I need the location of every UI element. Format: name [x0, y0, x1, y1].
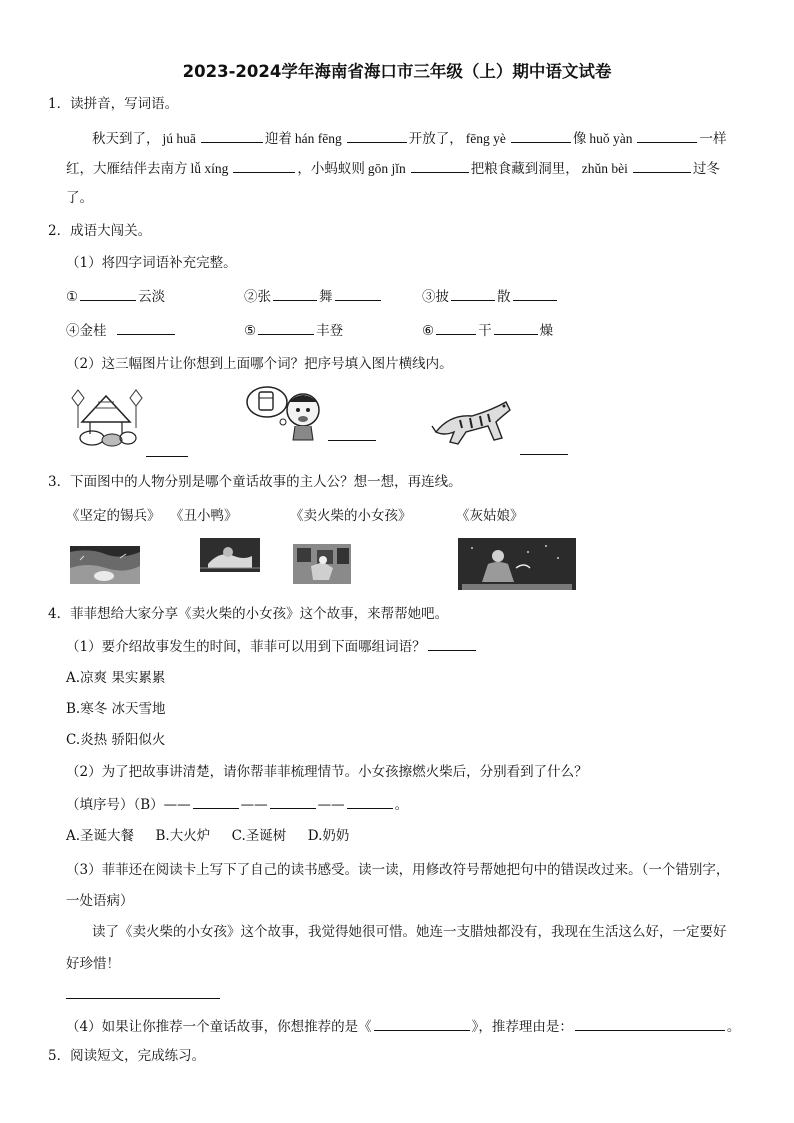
answer-blank[interactable]: [451, 286, 495, 301]
q2-heading: 2．成语大闯关。: [48, 223, 152, 239]
q1-pinyin-hanfeng: hán fēng: [294, 131, 342, 146]
q2-item-4: [66, 320, 177, 341]
fill-end: 。: [394, 797, 409, 813]
reading-note-line1: 读了《卖火柴的小女孩》这个故事，我觉得她很可惜。她连一支腊烛都没有，我现在生活这么好，一定要好: [92, 924, 727, 940]
q1-line1-text2: 迎着: [264, 131, 292, 147]
q1-line1-text4: 像: [572, 131, 587, 147]
q1-pinyin-zhunbei: zhǔn bèi: [581, 161, 628, 176]
q1-pinyin-ganjin: gōn jǐn: [367, 161, 406, 176]
q1-line1-text5: 一样: [699, 131, 727, 147]
item-text: 燥: [539, 323, 554, 339]
story-title-2: 《丑小鸭》: [170, 508, 238, 524]
q2-item-5: [244, 320, 343, 341]
answer-blank[interactable]: [637, 128, 697, 143]
option-a: A.凉爽 果实累累: [66, 670, 166, 686]
story-title-3: 《卖火柴的小女孩》: [290, 508, 412, 524]
q3-heading: 3．下面图中的人物分别是哪个童话故事的主人公？想一想，再连线。: [48, 474, 462, 490]
q4-sub4-text3: 。: [726, 1019, 741, 1035]
answer-blank[interactable]: [258, 320, 314, 335]
answer-blank[interactable]: [347, 794, 393, 809]
picture3-answer-line[interactable]: [520, 454, 568, 455]
recommend-reason-blank[interactable]: [575, 1016, 725, 1031]
page-title: 2023-2024学年海南省海口市三年级（上）期中语文试卷: [182, 62, 612, 81]
item-text: 干: [478, 323, 492, 339]
picture1-answer-line[interactable]: [146, 456, 188, 457]
answer-blank[interactable]: [233, 158, 295, 173]
answer-blank[interactable]: [193, 794, 239, 809]
answer-blank[interactable]: [436, 320, 476, 335]
answer-blank[interactable]: [511, 128, 571, 143]
q2-item-1: [66, 286, 165, 307]
q2-sub2: （2）这三幅图片让你想到上面哪个词？把序号填入图片横线内。: [66, 356, 453, 372]
item-text: 丰登: [316, 323, 344, 339]
q2-item-2: [244, 286, 383, 307]
answer-blank[interactable]: [494, 320, 538, 335]
q4-plot-order: [66, 794, 408, 815]
q4-sub3-line1: （3）菲菲还在阅读卡上写下了自己的读书感受。读一读，用修改符号帮她把句中的错误改过来。（一个错别字，: [66, 862, 730, 878]
q1-line2-text1: 红，大雁结伴去南方: [66, 161, 188, 177]
q1-line3: 了。: [66, 190, 93, 206]
q1-line2-text4: 过冬: [692, 161, 720, 177]
answer-blank[interactable]: [270, 794, 316, 809]
q4-sub4: [66, 1016, 740, 1037]
answer-blank[interactable]: [411, 158, 469, 173]
item-text: 舞: [319, 289, 333, 305]
q1-line2-text3: 把粮食藏到洞里，: [470, 161, 579, 177]
cinderella-image: [458, 538, 576, 590]
tiger-illustration: [430, 392, 514, 448]
q1-pinyin-lvxing: lǚ xíng: [190, 161, 229, 176]
correction-answer-line[interactable]: [66, 998, 220, 999]
ugly-duckling-image: [200, 538, 260, 572]
answer-blank[interactable]: [428, 636, 476, 651]
q4-sub1: [66, 636, 478, 657]
item-number: ①: [66, 289, 79, 305]
story-title-1: 《坚定的锡兵》: [66, 508, 161, 524]
q2-sub1: （1）将四字词语补充完整。: [66, 255, 237, 271]
item-number: ④金桂: [66, 323, 107, 339]
tin-soldier-image: [70, 546, 140, 584]
answer-blank[interactable]: [201, 128, 263, 143]
q5-heading: 5．阅读短文，完成练习。: [48, 1048, 206, 1064]
q4-heading: 4．菲菲想给大家分享《卖火柴的小女孩》这个故事，来帮帮她吧。: [48, 606, 449, 622]
q4-sub1-text: （1）要介绍故事发生的时间，菲菲可以用到下面哪组词语？: [66, 639, 426, 655]
answer-blank[interactable]: [273, 286, 317, 301]
q2-item-6: [422, 320, 553, 341]
q1-pinyin-huoyan: huǒ yàn: [589, 131, 633, 146]
q4-sub4-text2: 》，推荐理由是：: [471, 1019, 573, 1035]
q1-pinyin-juhua: jú huā: [162, 131, 196, 146]
fill-separator: ——: [317, 797, 345, 813]
q1-line2-text2: ，小蚂蚁则: [297, 161, 365, 177]
plot-options: A.圣诞大餐 B.大火炉 C.圣诞树 D.奶奶: [66, 828, 350, 844]
fill-separator: ——: [240, 797, 268, 813]
q4-sub4-text1: （4）如果让你推荐一个童话故事，你想推荐的是《: [66, 1019, 372, 1035]
thirsty-boy-illustration: [245, 384, 325, 442]
answer-blank[interactable]: [347, 128, 407, 143]
item-text: 散: [497, 289, 511, 305]
q2-item-3: [422, 286, 559, 307]
q1-line1-text1: 秋天到了，: [92, 131, 160, 147]
option-c: C.炎热 骄阳似火: [66, 732, 166, 748]
q4-sub2: （2）为了把故事讲清楚，请你帮菲菲梳理情节。小女孩擦燃火柴后，分别看到了什么？: [66, 764, 588, 780]
recommended-story-blank[interactable]: [374, 1016, 470, 1031]
answer-blank[interactable]: [80, 286, 136, 301]
item-number: ③披: [422, 289, 449, 305]
answer-blank[interactable]: [513, 286, 557, 301]
answer-blank[interactable]: [633, 158, 691, 173]
harvest-illustration: [70, 388, 144, 452]
item-number: ②张: [244, 289, 271, 305]
answer-blank[interactable]: [335, 286, 381, 301]
option-b: B.寒冬 冰天雪地: [66, 701, 166, 717]
story-title-4: 《灰姑娘》: [456, 508, 524, 524]
answer-blank[interactable]: [117, 320, 175, 335]
little-match-girl-image: [293, 544, 351, 584]
fill-prefix: （填序号）（B）——: [66, 797, 191, 813]
q1-heading: 1．读拼音，写词语。: [48, 96, 179, 112]
item-number: ⑤: [244, 323, 257, 339]
q1-line1-text3: 开放了，: [408, 131, 463, 147]
picture2-answer-line[interactable]: [328, 440, 376, 441]
item-text: 云淡: [138, 289, 166, 305]
item-number: ⑥: [422, 323, 435, 339]
reading-note-line2: 好珍惜！: [66, 956, 120, 972]
q4-sub3-line2: 一处语病）: [66, 893, 134, 909]
q1-line1: [92, 128, 726, 149]
q1-line2: [66, 158, 720, 179]
q1-pinyin-fengye: fēng yè: [465, 131, 506, 146]
